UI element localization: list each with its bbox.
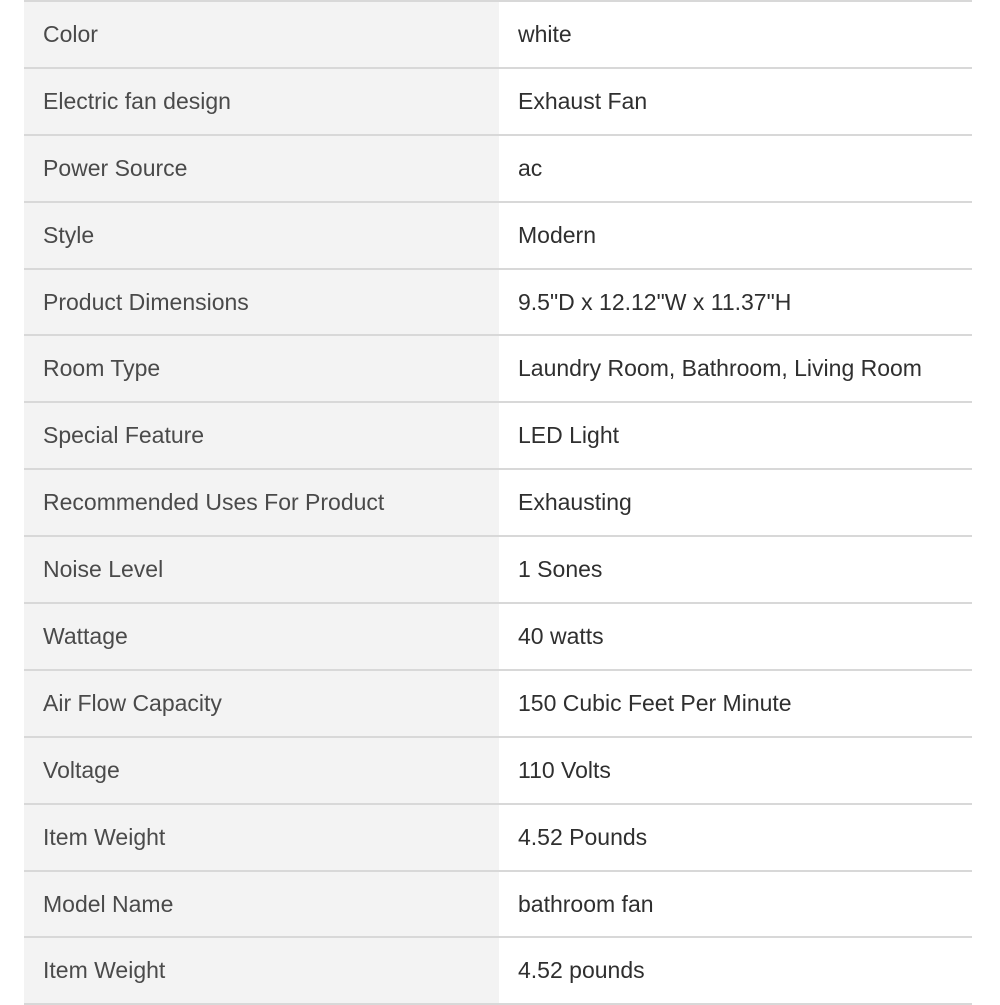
product-specs-table <box>24 0 972 1005</box>
table-row <box>24 402 972 469</box>
spec-value: ac <box>499 135 972 202</box>
spec-label: Voltage <box>24 737 499 804</box>
table-row <box>24 937 972 1004</box>
table-row <box>24 68 972 135</box>
spec-label: Product Dimensions <box>24 269 499 336</box>
spec-label: Noise Level <box>24 536 499 603</box>
spec-label: Wattage <box>24 603 499 670</box>
table-row <box>24 603 972 670</box>
table-row <box>24 670 972 737</box>
table-row <box>24 469 972 536</box>
spec-label: Electric fan design <box>24 68 499 135</box>
table-row <box>24 871 972 938</box>
spec-value: Modern <box>499 202 972 269</box>
spec-label: Model Name <box>24 871 499 938</box>
table-row <box>24 1 972 68</box>
spec-value: LED Light <box>499 402 972 469</box>
spec-value: Exhaust Fan <box>499 68 972 135</box>
spec-label: Room Type <box>24 335 499 402</box>
spec-value: bathroom fan <box>499 871 972 938</box>
spec-label: Style <box>24 202 499 269</box>
spec-value: 150 Cubic Feet Per Minute <box>499 670 972 737</box>
spec-table-body <box>24 1 972 1004</box>
spec-label: Item Weight <box>24 937 499 1004</box>
table-row <box>24 269 972 336</box>
spec-value: Exhausting <box>499 469 972 536</box>
spec-value: Laundry Room, Bathroom, Living Room <box>499 335 972 402</box>
spec-label: Special Feature <box>24 402 499 469</box>
spec-value: white <box>499 1 972 68</box>
table-row <box>24 536 972 603</box>
spec-value: 9.5"D x 12.12"W x 11.37"H <box>499 269 972 336</box>
spec-label: Color <box>24 1 499 68</box>
spec-label: Recommended Uses For Product <box>24 469 499 536</box>
spec-value: 40 watts <box>499 603 972 670</box>
table-row <box>24 135 972 202</box>
table-row <box>24 202 972 269</box>
spec-label: Air Flow Capacity <box>24 670 499 737</box>
table-row <box>24 335 972 402</box>
table-row <box>24 737 972 804</box>
spec-label: Item Weight <box>24 804 499 871</box>
spec-label: Power Source <box>24 135 499 202</box>
spec-value: 4.52 pounds <box>499 937 972 1004</box>
spec-value: 4.52 Pounds <box>499 804 972 871</box>
table-row <box>24 804 972 871</box>
spec-value: 1 Sones <box>499 536 972 603</box>
spec-value: 110 Volts <box>499 737 972 804</box>
